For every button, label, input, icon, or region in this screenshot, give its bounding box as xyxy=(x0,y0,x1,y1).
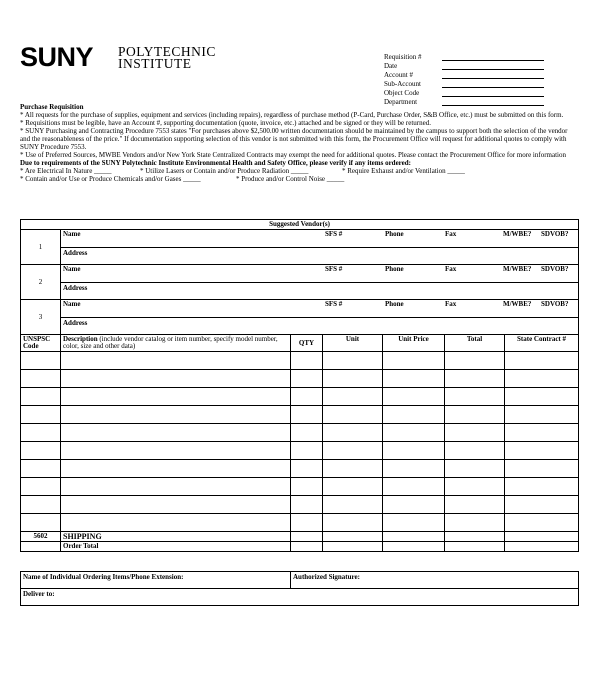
requisition-table xyxy=(20,219,579,552)
item-cell[interactable] xyxy=(445,352,505,370)
vendor-address-label: Address xyxy=(63,284,88,292)
shipping-row xyxy=(21,532,579,542)
item-cell[interactable] xyxy=(323,424,383,442)
vendor-name-label: Name xyxy=(63,230,81,238)
field-department[interactable]: Department xyxy=(384,98,544,107)
item-row xyxy=(21,370,579,388)
description-note: (include vendor catalog or item number, specify model number, color, size and other data) xyxy=(63,335,278,350)
vendor-number: 2 xyxy=(21,265,61,300)
item-cell[interactable] xyxy=(323,442,383,460)
item-cell[interactable] xyxy=(445,442,505,460)
vendor-sdvob-label: SDVOB? xyxy=(541,265,569,273)
item-cell[interactable] xyxy=(291,478,323,496)
item-cell[interactable] xyxy=(445,388,505,406)
instruction-2: * Requisitions must be legible, have an Account #, supporting documentation (quote, invoice, etc.) attached and be signed or they will be returned. xyxy=(20,119,431,127)
safety-note: Due to requirements of the SUNY Polytechnic Institute Environmental Health and Safety Office, please verify if any items ordered: xyxy=(20,159,411,167)
item-cell[interactable] xyxy=(291,514,323,532)
item-rows xyxy=(21,352,579,532)
vendor-phone-label: Phone xyxy=(385,265,404,273)
item-cell[interactable] xyxy=(445,496,505,514)
instructions-title: Purchase Requisition xyxy=(20,103,84,111)
item-cell[interactable] xyxy=(323,460,383,478)
item-cell[interactable] xyxy=(291,352,323,370)
item-cell[interactable] xyxy=(383,406,445,424)
item-cell[interactable] xyxy=(21,406,61,424)
deliver-to-field[interactable]: Deliver to: xyxy=(21,589,579,606)
logo-line2: INSTITUTE xyxy=(118,56,192,71)
vendors-heading: Suggested Vendor(s) xyxy=(21,220,579,230)
item-cell[interactable] xyxy=(383,352,445,370)
vendor-fax-label: Fax xyxy=(445,300,457,308)
check-electrical: * Are Electrical In Nature _____ xyxy=(20,167,112,175)
item-cell[interactable] xyxy=(61,442,291,460)
item-cell[interactable] xyxy=(61,424,291,442)
item-cell[interactable] xyxy=(445,370,505,388)
vendor-fax-label: Fax xyxy=(445,265,457,273)
col-qty: QTY xyxy=(291,335,323,352)
item-cell[interactable] xyxy=(291,424,323,442)
field-requisition[interactable]: Requisition # xyxy=(384,53,544,62)
item-cell[interactable] xyxy=(291,388,323,406)
item-cell[interactable] xyxy=(323,352,383,370)
vendor-sfs-label: SFS # xyxy=(325,265,343,273)
item-cell[interactable] xyxy=(505,406,579,424)
item-cell[interactable] xyxy=(323,496,383,514)
col-state-contract: State Contract # xyxy=(505,335,579,352)
logo-subtitle xyxy=(118,46,216,70)
item-cell[interactable] xyxy=(21,388,61,406)
item-row xyxy=(21,442,579,460)
item-row xyxy=(21,478,579,496)
vendor-sdvob-label: SDVOB? xyxy=(541,230,569,238)
item-cell[interactable] xyxy=(445,424,505,442)
vendor-row xyxy=(21,265,579,300)
item-cell[interactable] xyxy=(445,406,505,424)
order-total-row xyxy=(21,542,579,552)
item-row xyxy=(21,406,579,424)
item-cell[interactable] xyxy=(21,370,61,388)
item-cell[interactable] xyxy=(383,442,445,460)
vendor-mwbe-label: M/WBE? xyxy=(503,265,532,273)
item-row xyxy=(21,424,579,442)
item-row xyxy=(21,496,579,514)
item-cell[interactable] xyxy=(323,388,383,406)
vendor-number: 3 xyxy=(21,300,61,335)
col-unit-price: Unit Price xyxy=(383,335,445,352)
item-cell[interactable] xyxy=(505,514,579,532)
vendor-address-label: Address xyxy=(63,249,88,257)
vendor-name-label: Name xyxy=(63,265,81,273)
logo-line1: POLYTECHNIC xyxy=(118,44,216,59)
item-cell[interactable] xyxy=(383,496,445,514)
signature-field[interactable]: Authorized Signature: xyxy=(291,572,579,589)
item-cell[interactable] xyxy=(445,460,505,478)
vendor-phone-label: Phone xyxy=(385,300,404,308)
vendor-fax-label: Fax xyxy=(445,230,457,238)
item-cell[interactable] xyxy=(61,406,291,424)
item-cell[interactable] xyxy=(323,406,383,424)
item-cell[interactable] xyxy=(61,478,291,496)
col-total: Total xyxy=(445,335,505,352)
item-cell[interactable] xyxy=(505,424,579,442)
vendor-sfs-label: SFS # xyxy=(325,230,343,238)
item-cell[interactable] xyxy=(61,370,291,388)
item-cell[interactable] xyxy=(505,496,579,514)
item-cell[interactable] xyxy=(21,496,61,514)
item-cell[interactable] xyxy=(505,478,579,496)
vendor-sfs-label: SFS # xyxy=(325,300,343,308)
item-row xyxy=(21,352,579,370)
item-cell[interactable] xyxy=(61,496,291,514)
field-sub-account[interactable]: Sub-Account xyxy=(384,80,544,89)
field-account[interactable]: Account # xyxy=(384,71,544,80)
vendor-number: 1 xyxy=(21,230,61,265)
shipping-code: 5602 xyxy=(21,532,61,542)
check-lasers: * Utilize Lasers or Contain and/or Produce Radiation _____ xyxy=(140,167,309,175)
col-unspsc: UNSPSC Code xyxy=(21,335,61,352)
item-cell[interactable] xyxy=(21,352,61,370)
item-cell[interactable] xyxy=(291,460,323,478)
vendor-mwbe-label: M/WBE? xyxy=(503,230,532,238)
items-header-row xyxy=(21,335,579,352)
vendor-row xyxy=(21,300,579,335)
vendor-sdvob-label: SDVOB? xyxy=(541,300,569,308)
item-row xyxy=(21,388,579,406)
item-cell[interactable] xyxy=(21,460,61,478)
footer-table xyxy=(20,571,579,606)
check-chemicals: * Contain and/or Use or Produce Chemicals and/or Gases _____ xyxy=(20,175,201,183)
item-cell[interactable] xyxy=(323,514,383,532)
item-row xyxy=(21,460,579,478)
ordering-field[interactable]: Name of Individual Ordering Items/Phone Extension: xyxy=(21,572,291,589)
item-cell[interactable] xyxy=(383,388,445,406)
item-row xyxy=(21,514,579,532)
item-cell[interactable] xyxy=(21,442,61,460)
item-cell[interactable] xyxy=(505,370,579,388)
item-cell[interactable] xyxy=(291,496,323,514)
item-cell[interactable] xyxy=(291,406,323,424)
field-date[interactable]: Date xyxy=(384,62,544,71)
item-cell[interactable] xyxy=(383,478,445,496)
shipping-label: SHIPPING xyxy=(61,532,291,542)
item-cell[interactable] xyxy=(21,478,61,496)
item-cell[interactable] xyxy=(383,460,445,478)
item-cell[interactable] xyxy=(291,442,323,460)
item-cell[interactable] xyxy=(505,442,579,460)
item-cell[interactable] xyxy=(291,370,323,388)
item-cell[interactable] xyxy=(383,514,445,532)
item-cell[interactable] xyxy=(505,352,579,370)
item-cell[interactable] xyxy=(505,460,579,478)
item-cell[interactable] xyxy=(61,514,291,532)
vendor-name-label: Name xyxy=(63,300,81,308)
item-cell[interactable] xyxy=(61,388,291,406)
instructions xyxy=(20,103,568,183)
instruction-4: * Use of Preferred Sources, MWBE Vendors and/or New York State Centralized Contracts may exempt the need for additional quotes. Please contact the Procurement Office for more information xyxy=(20,151,566,159)
logo-suny: SUNY xyxy=(20,42,94,72)
item-cell[interactable] xyxy=(323,478,383,496)
instruction-3: * SUNY Purchasing and Contracting Procedure 7553 states "For purchases above $2,500.00 written documentation should be maintained by the campus to support both the selection of the vendor and the reasonableness of the price." If documentation supporting selection of this vendor is not submitted with this form, the Procurement Office will request for additional quotes to comply with SUNY Procedure 7553. xyxy=(20,127,568,151)
check-exhaust: * Require Exhaust and/or Ventilation _____ xyxy=(342,167,465,175)
col-description: Description (include vendor catalog or item number, specify model number, color, size and other data) xyxy=(61,335,291,352)
header-fields xyxy=(384,53,544,107)
item-cell[interactable] xyxy=(445,478,505,496)
item-cell[interactable] xyxy=(383,424,445,442)
item-cell[interactable] xyxy=(21,514,61,532)
col-unit: Unit xyxy=(323,335,383,352)
order-total-label: Order Total xyxy=(61,542,291,552)
item-cell[interactable] xyxy=(21,424,61,442)
check-noise: * Produce and/or Control Noise _____ xyxy=(236,175,345,183)
vendor-mwbe-label: M/WBE? xyxy=(503,300,532,308)
item-cell[interactable] xyxy=(61,352,291,370)
item-cell[interactable] xyxy=(445,514,505,532)
vendor-row xyxy=(21,230,579,265)
field-object-code[interactable]: Object Code xyxy=(384,89,544,98)
item-cell[interactable] xyxy=(61,460,291,478)
item-cell[interactable] xyxy=(323,370,383,388)
item-cell[interactable] xyxy=(383,370,445,388)
item-cell[interactable] xyxy=(505,388,579,406)
instruction-1: * All requests for the purchase of supplies, equipment and services (including repairs), regardless of purchase method (P-Card, Purchase Order, S&B Office, etc.) must be submitted on this form. xyxy=(20,111,564,119)
suny-poly-logo xyxy=(20,42,216,72)
vendor-phone-label: Phone xyxy=(385,230,404,238)
vendor-address-label: Address xyxy=(63,319,88,327)
